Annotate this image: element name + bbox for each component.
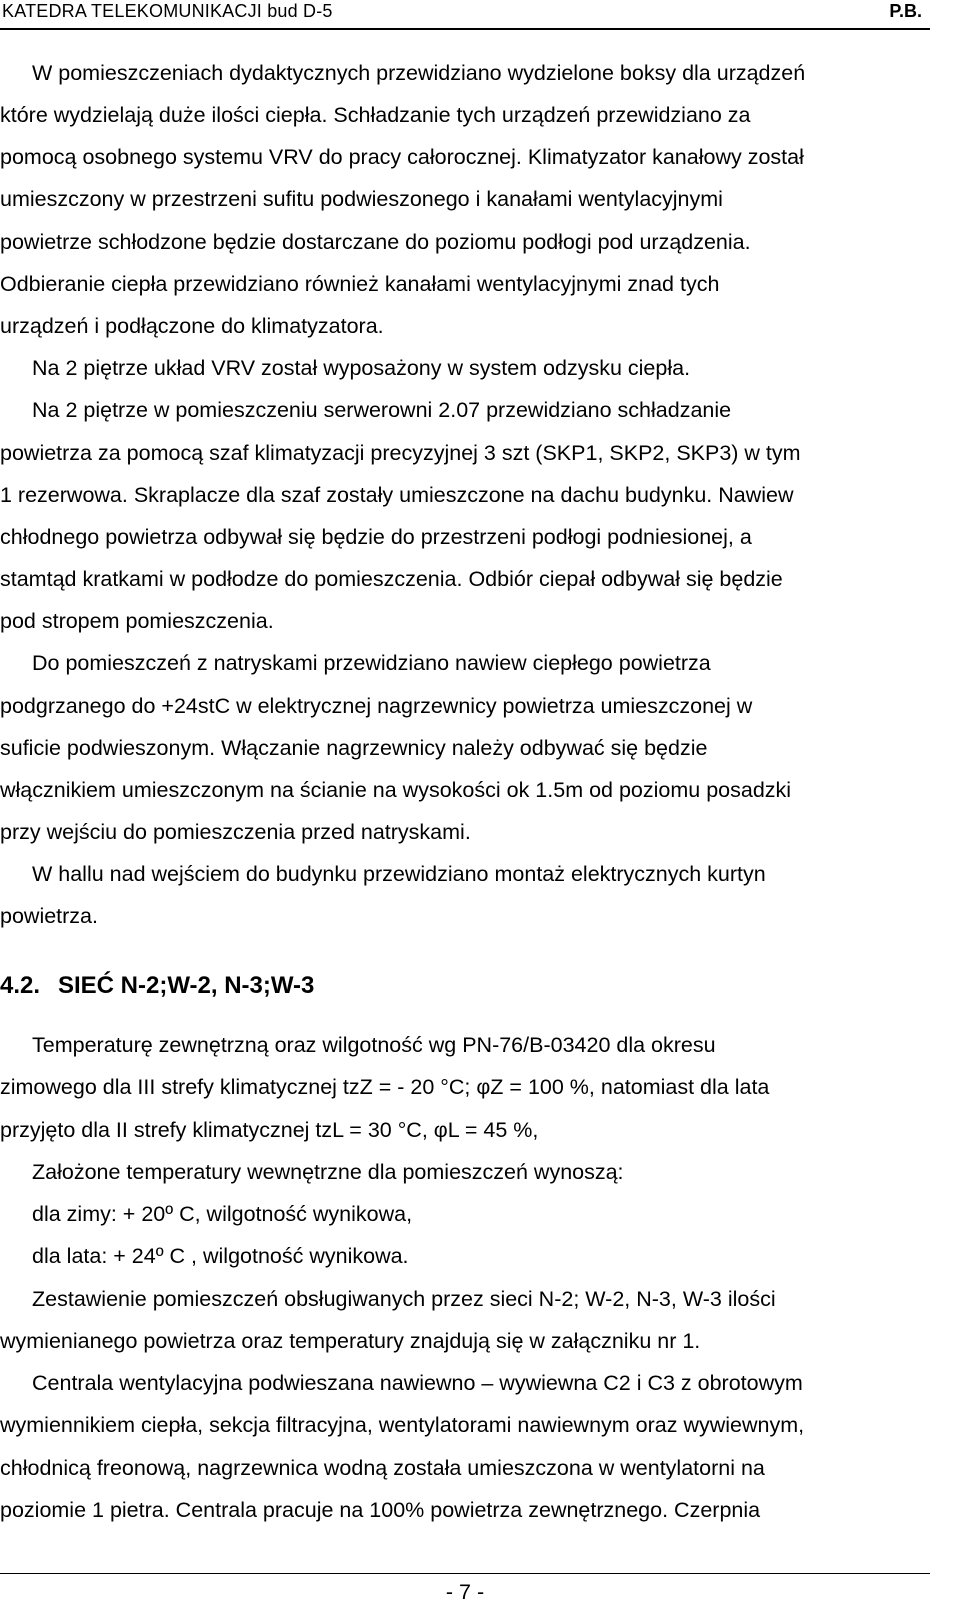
text-line: przy wejściu do pomieszczenia przed natryskami. [0, 820, 471, 844]
text-line: powietrze schłodzone będzie dostarczane do poziomu podłogi pod urządzenia. [0, 230, 751, 254]
text-line: umieszczony w przestrzeni sufitu podwieszonego i kanałami wentylacyjnymi [0, 187, 723, 211]
section-number: 4.2. [0, 972, 41, 999]
text-line: Założone temperatury wewnętrzne dla pomieszczeń wynoszą: [32, 1160, 624, 1184]
text-line: Na 2 piętrze układ VRV został wyposażony w system odzysku ciepła. [32, 356, 691, 380]
text-line: Odbieranie ciepła przewidziano również kanałami wentylacyjnymi znad tych [0, 272, 720, 296]
text-line: dla lata: + 24º C , wilgotność wynikowa. [32, 1244, 409, 1268]
page-header [0, 0, 930, 30]
text-line: włącznikiem umieszczonym na ścianie na wysokości ok 1.5m od poziomu posadzki [0, 778, 792, 802]
text-line: powietrza za pomocą szaf klimatyzacji precyzyjnej 3 szt (SKP1, SKP2, SKP3) w tym [0, 441, 801, 465]
section-title: SIEĆ N-2;W-2, N-3;W-3 [58, 972, 315, 999]
text-line: stamtąd kratkami w podłodze do pomieszczenia. Odbiór ciepał odbywał się będzie [0, 567, 783, 591]
text-line: 1 rezerwowa. Skraplacze dla szaf zostały umieszczone na dachu budynku. Nawiew [0, 483, 794, 507]
text-line: które wydzielają duże ilości ciepła. Schładzanie tych urządzeń przewidziano za [0, 103, 751, 127]
text-line: powietrza. [0, 904, 98, 928]
text-line: pod stropem pomieszczenia. [0, 609, 274, 633]
text-line: wymiennikiem ciepła, sekcja filtracyjna, wentylatorami nawiewnym oraz wywiewnym, [0, 1413, 805, 1437]
text-line: suficie podwieszonym. Włączanie nagrzewnicy należy odbywać się będzie [0, 736, 708, 760]
text-line: Temperaturę zewnętrzną oraz wilgotność wg PN-76/B-03420 dla okresu [32, 1033, 716, 1057]
text-line: Na 2 piętrze w pomieszczeniu serwerowni 2.07 przewidziano schładzanie [32, 398, 732, 422]
text-line: poziomie 1 pietra. Centrala pracuje na 100% powietrza zewnętrznego. Czerpnia [0, 1498, 761, 1522]
text-line: W hallu nad wejściem do budynku przewidziano montaż elektrycznych kurtyn [32, 862, 766, 886]
text-line: przyjęto dla II strefy klimatycznej tzL = 30 °C, φL = 45 %, [0, 1118, 539, 1142]
text-line: Centrala wentylacyjna podwieszana nawiewno – wywiewna C2 i C3 z obrotowym [32, 1371, 803, 1395]
text-line: dla zimy: + 20º C, wilgotność wynikowa, [32, 1202, 413, 1226]
text-line: podgrzanego do +24stC w elektrycznej nagrzewnicy powietrza umieszczonej w [0, 694, 753, 718]
text-line: zimowego dla III strefy klimatycznej tzZ = - 20 °C; φZ = 100 %, natomiast dla lata [0, 1075, 770, 1099]
text-line: wymienianego powietrza oraz temperatury znajdują się w załączniku nr 1. [0, 1329, 701, 1353]
text-line: chłodnicą freonową, nagrzewnica wodną została umieszczona w wentylatorni na [0, 1456, 765, 1480]
footer-divider [0, 1573, 930, 1574]
header-initials: P.B. [889, 1, 922, 21]
text-line: chłodnego powietrza odbywał się będzie do przestrzeni podłogi podniesionej, a [0, 525, 752, 549]
text-line: Do pomieszczeń z natryskami przewidziano nawiew ciepłego powietrza [32, 651, 711, 675]
page-number: - 7 - [445, 1580, 485, 1604]
text-line: pomocą osobnego systemu VRV do pracy całorocznej. Klimatyzator kanałowy został [0, 145, 804, 169]
text-line: Zestawienie pomieszczeń obsługiwanych przez sieci N-2; W-2, N-3, W-3 ilości [32, 1287, 776, 1311]
header-department: KATEDRA TELEKOMUNIKACJI bud D-5 [2, 1, 333, 21]
section-heading [0, 972, 314, 1000]
text-line: W pomieszczeniach dydaktycznych przewidziano wydzielone boksy dla urządzeń [32, 61, 806, 85]
text-line: urządzeń i podłączone do klimatyzatora. [0, 314, 384, 338]
